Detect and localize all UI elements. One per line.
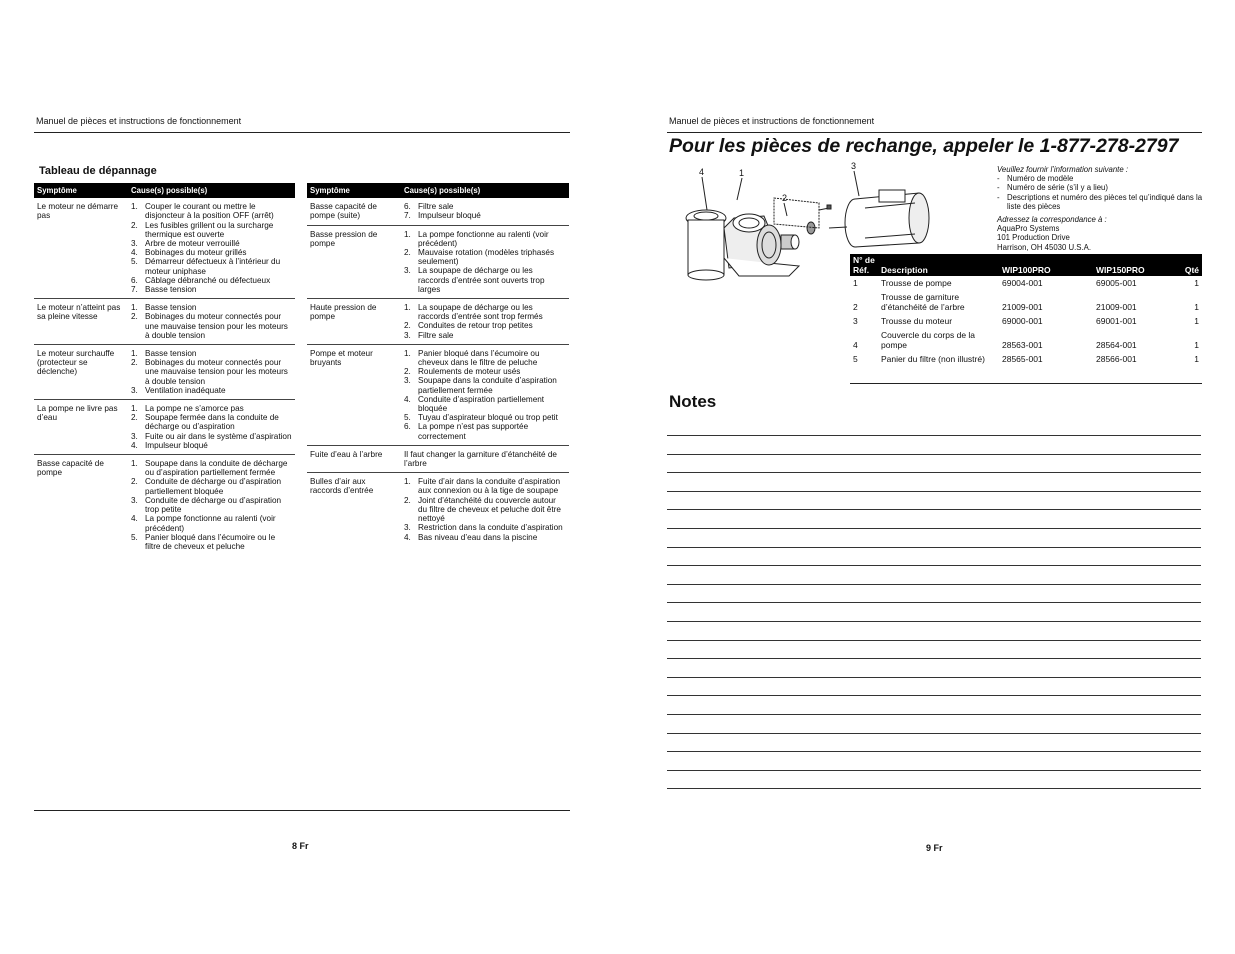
symptom-cell: Basse pression de pompe <box>307 225 401 298</box>
address-line: 101 Production Drive <box>997 233 1070 243</box>
causes-cell <box>128 345 295 400</box>
parts-cell-m1: 69000-001 <box>1002 316 1043 326</box>
cause-item: 6. Câblage débranché ou défectueux <box>131 275 271 285</box>
parts-cell-desc: Trousse du moteur <box>881 316 953 326</box>
table-row <box>307 344 569 445</box>
cause-item: 1. Fuite d’air dans la conduite d’aspiration aux connexion ou à la tige de soupape <box>404 477 561 496</box>
notes-title: Notes <box>669 392 717 411</box>
address-line: Harrison, OH 45030 U.S.A. <box>997 242 1092 252</box>
col-wip100pro: WIP100PRO <box>999 254 1093 276</box>
note-line <box>667 602 1201 603</box>
col-causes: Cause(s) possible(s) <box>401 183 569 198</box>
address-intro: Adressez la correspondance à : <box>997 215 1107 225</box>
cause-item: 6. La pompe n’est pas supportée correctement <box>404 422 529 441</box>
cause-item: 4. Conduite d’aspiration partiellement bloquée <box>404 394 545 414</box>
header-rule <box>34 132 570 133</box>
col-description: Description <box>878 254 999 276</box>
parts-cell-m1: 28563-001 <box>1002 340 1043 350</box>
parts-cell-m2: 28564-001 <box>1096 340 1137 350</box>
cause-item: 1. La soupape de décharge ou les raccords d’entrée sont trop fermés <box>404 303 543 322</box>
parts-bottom-rule <box>850 383 1202 384</box>
causes-cell <box>401 198 569 225</box>
note-line <box>667 509 1201 510</box>
symptom-cell: Basse capacité de pompe (suite) <box>307 198 401 225</box>
cause-item: 5. Tuyau d’aspirateur bloqué ou trop petit <box>404 413 558 423</box>
note-line <box>667 640 1201 641</box>
parts-cell-m1: 28565-001 <box>1002 354 1043 364</box>
cause-item: 3. Arbre de moteur verrouillé <box>131 239 240 249</box>
cause-text: Il faut changer la garniture d’étanchéité de l’arbre <box>404 449 557 469</box>
note-line <box>667 547 1201 548</box>
parts-cell-m2: 69005-001 <box>1096 278 1137 288</box>
footer-rule <box>34 810 570 811</box>
note-line <box>667 528 1201 529</box>
cause-item: 1. La pompe fonctionne au ralenti (voir précédent) <box>404 229 549 248</box>
parts-cell-m1: 21009-001 <box>1002 302 1043 312</box>
cause-item: 3. Restriction dans la conduite d’aspiration <box>404 523 563 533</box>
cause-item: 4. Bas niveau d’eau dans la piscine <box>404 532 538 542</box>
parts-row <box>850 328 1202 352</box>
col-causes: Cause(s) possible(s) <box>128 183 295 198</box>
col-symptom: Symptôme <box>307 183 401 198</box>
cause-item: 5. Panier bloqué dans l’écumoire ou le filtre de cheveux et peluche <box>131 532 276 551</box>
right-page <box>617 0 1235 954</box>
note-line <box>667 677 1201 678</box>
symptom-cell: Le moteur surchauffe (protecteur se déclenche) <box>34 345 128 400</box>
parts-cell-ref: 1 <box>853 278 858 288</box>
cause-item: 1. La pompe ne s’amorce pas <box>131 404 244 414</box>
info-item: - Numéro de série (s’il y a lieu) <box>997 183 1108 193</box>
note-line <box>667 770 1201 771</box>
cause-item: 4. La pompe fonctionne au ralenti (voir précédent) <box>131 514 276 533</box>
note-line <box>667 695 1201 696</box>
cause-item: 2. Soupape fermée dans la conduite de décharge ou d’aspiration <box>131 413 279 432</box>
info-intro: Veuillez fournir l’information suivante : <box>997 165 1129 174</box>
col-ref: N° de Réf. <box>850 254 878 276</box>
section-title: Tableau de dépannage <box>39 165 157 177</box>
parts-phone-title: Pour les pièces de rechange, appeler le 1-877-278-2797 <box>669 135 1179 157</box>
callout-1: 1 <box>739 168 745 178</box>
symptom-cell: Basse capacité de pompe <box>37 459 104 478</box>
col-wip150pro: WIP150PRO <box>1093 254 1179 276</box>
cause-item: 1. Couper le courant ou mettre le disjoncteur à la position OFF (arrêt) <box>131 202 274 221</box>
causes-cell <box>401 299 569 345</box>
page-header: Manuel de pièces et instructions de fonctionnement <box>669 116 875 126</box>
cause-item: 2. Bobinages du moteur connectés pour une mauvaise tension pour les moteurs à double tension <box>131 312 288 340</box>
causes-cell <box>128 455 295 556</box>
parts-row <box>850 276 1202 290</box>
table-row <box>307 299 569 345</box>
cause-item: 2. Joint d’étanchéité du couvercle autour du filtre de cheveux et peluche doit être nettoyé <box>404 495 561 524</box>
cause-item: 2. Conduite de décharge ou d’aspiration partiellement bloquée <box>131 477 282 496</box>
table-row <box>307 225 569 298</box>
table-row <box>34 345 295 400</box>
callout-3: 3 <box>851 161 857 171</box>
note-line <box>667 714 1201 715</box>
page-number: 8 Fr <box>292 841 309 851</box>
info-item: - Descriptions et numéro des pièces tel qu’indiqué dans la liste des pièces <box>997 192 1203 211</box>
cause-item: 3. Fuite ou air dans le système d’aspiration <box>131 431 292 441</box>
parts-cell-m2: 21009-001 <box>1096 302 1137 312</box>
parts-cell-qty: 1 <box>1194 340 1199 350</box>
cause-item: 3. Soupape dans la conduite d’aspiration partiellement fermée <box>404 376 557 395</box>
cause-item: 7. Basse tension <box>131 285 197 295</box>
page-header: Manuel de pièces et instructions de fonctionnement <box>36 116 242 126</box>
symptom-cell: La pompe ne livre pas d’eau <box>34 400 128 455</box>
page-number: 9 Fr <box>926 843 943 853</box>
cause-item: 3. Ventilation inadéquate <box>131 385 226 395</box>
cause-item: 3. La soupape de décharge ou les raccords d’entrée sont ouverts trop larges <box>404 266 545 294</box>
parts-cell-ref: 3 <box>853 316 858 326</box>
causes-cell <box>401 473 569 546</box>
parts-cell-ref: 2 <box>853 302 858 312</box>
cause-item: 2. Les fusibles grillent ou la surcharge thermique est ouverte <box>131 220 274 239</box>
parts-cell-ref: 4 <box>853 340 858 350</box>
causes-cell <box>128 299 295 345</box>
symptom-cell: Le moteur n’atteint pas sa pleine vitesse <box>34 299 128 345</box>
table-row <box>34 299 295 345</box>
table-row <box>34 400 295 455</box>
cause-item: 3. Conduite de décharge ou d’aspiration trop petite <box>131 495 282 515</box>
parts-cell-desc: Panier du filtre (non illustré) <box>881 354 985 364</box>
parts-cell-m2: 28566-001 <box>1096 354 1137 364</box>
cause-item: 5. Démarreur défectueux à l’intérieur du moteur uniphase <box>131 257 281 276</box>
cause-item: 2. Mauvaise rotation (modèles triphasés seulement) <box>404 248 555 267</box>
info-list <box>997 174 1207 211</box>
parts-cell-qty: 1 <box>1194 302 1199 312</box>
address-line: AquaPro Systems <box>997 224 1060 234</box>
parts-cell-desc: Couvercle du corps de la pompe <box>881 330 976 350</box>
parts-cell-qty: 1 <box>1194 316 1199 326</box>
cause-item: 1. Panier bloqué dans l’écumoire ou cheveux dans le filtre de peluche <box>404 348 540 368</box>
symptom-cell: Pompe et moteur bruyants <box>307 344 401 445</box>
note-line <box>667 491 1201 492</box>
cause-item: 4. Impulseur bloqué <box>131 440 208 450</box>
col-qty: Qté <box>1179 254 1202 276</box>
header-rule <box>667 132 1202 133</box>
parts-cell-desc: Trousse de pompe <box>881 278 952 288</box>
cause-item: 1. Soupape dans la conduite de décharge ou d’aspiration partiellement fermée <box>131 459 288 478</box>
causes-cell <box>128 400 295 455</box>
cause-item: 1. Basse tension <box>131 303 197 313</box>
note-line <box>667 472 1201 473</box>
parts-cell-m2: 69001-001 <box>1096 316 1137 326</box>
causes-cell <box>128 198 295 299</box>
ordering-info <box>997 165 1207 252</box>
cause-item: 2. Conduites de retour trop petites <box>404 321 533 331</box>
parts-row <box>850 290 1202 314</box>
parts-cell-qty: 1 <box>1194 278 1199 288</box>
symptom-cell: Haute pression de pompe <box>307 299 401 345</box>
parts-cell-qty: 1 <box>1194 354 1199 364</box>
table-row <box>307 473 569 546</box>
table-row <box>307 445 569 472</box>
troubleshooting-table-1 <box>34 183 295 555</box>
info-item: - Numéro de modèle <box>997 174 1074 184</box>
table-row <box>34 455 295 556</box>
parts-cell-desc: Trousse de garniture d’étanchéité de l’arbre <box>881 292 965 312</box>
troubleshooting-table-2 <box>307 183 569 546</box>
cause-item: 6. Filtre sale <box>404 202 454 212</box>
note-line <box>667 658 1201 659</box>
table-row <box>307 198 569 225</box>
callout-2: 2 <box>782 193 788 203</box>
table-row <box>34 198 295 299</box>
parts-cell-m1: 69004-001 <box>1002 278 1043 288</box>
symptom-cell: Bulles d’air aux raccords d’entrée <box>310 477 374 496</box>
cause-item: 4. Bobinages du moteur grillés <box>131 248 247 258</box>
note-line <box>667 565 1201 566</box>
cause-item: 1. Basse tension <box>131 349 197 359</box>
symptom-cell: Le moteur ne démarre pas <box>34 198 128 299</box>
note-line <box>667 435 1201 436</box>
causes-cell <box>401 344 569 445</box>
left-page <box>0 0 617 954</box>
cause-item: 2. Bobinages du moteur connectés pour une mauvaise tension pour les moteurs à double tension <box>131 358 288 386</box>
cause-item: 2. Roulements de moteur usés <box>404 367 521 377</box>
callout-4: 4 <box>699 167 705 177</box>
note-line <box>667 788 1201 789</box>
parts-row <box>850 352 1202 366</box>
note-line <box>667 454 1201 455</box>
note-line <box>667 733 1201 734</box>
causes-cell <box>401 445 569 472</box>
cause-item: 3. Filtre sale <box>404 330 454 340</box>
parts-row <box>850 314 1202 328</box>
note-line <box>667 584 1201 585</box>
col-symptom: Symptôme <box>34 183 128 198</box>
parts-table <box>850 254 1202 366</box>
note-line <box>667 621 1201 622</box>
cause-item: 7. Impulseur bloqué <box>404 211 481 221</box>
symptom-cell: Fuite d’eau à l’arbre <box>307 445 401 472</box>
parts-cell-ref: 5 <box>853 354 858 364</box>
causes-cell <box>401 225 569 298</box>
note-line <box>667 751 1201 752</box>
